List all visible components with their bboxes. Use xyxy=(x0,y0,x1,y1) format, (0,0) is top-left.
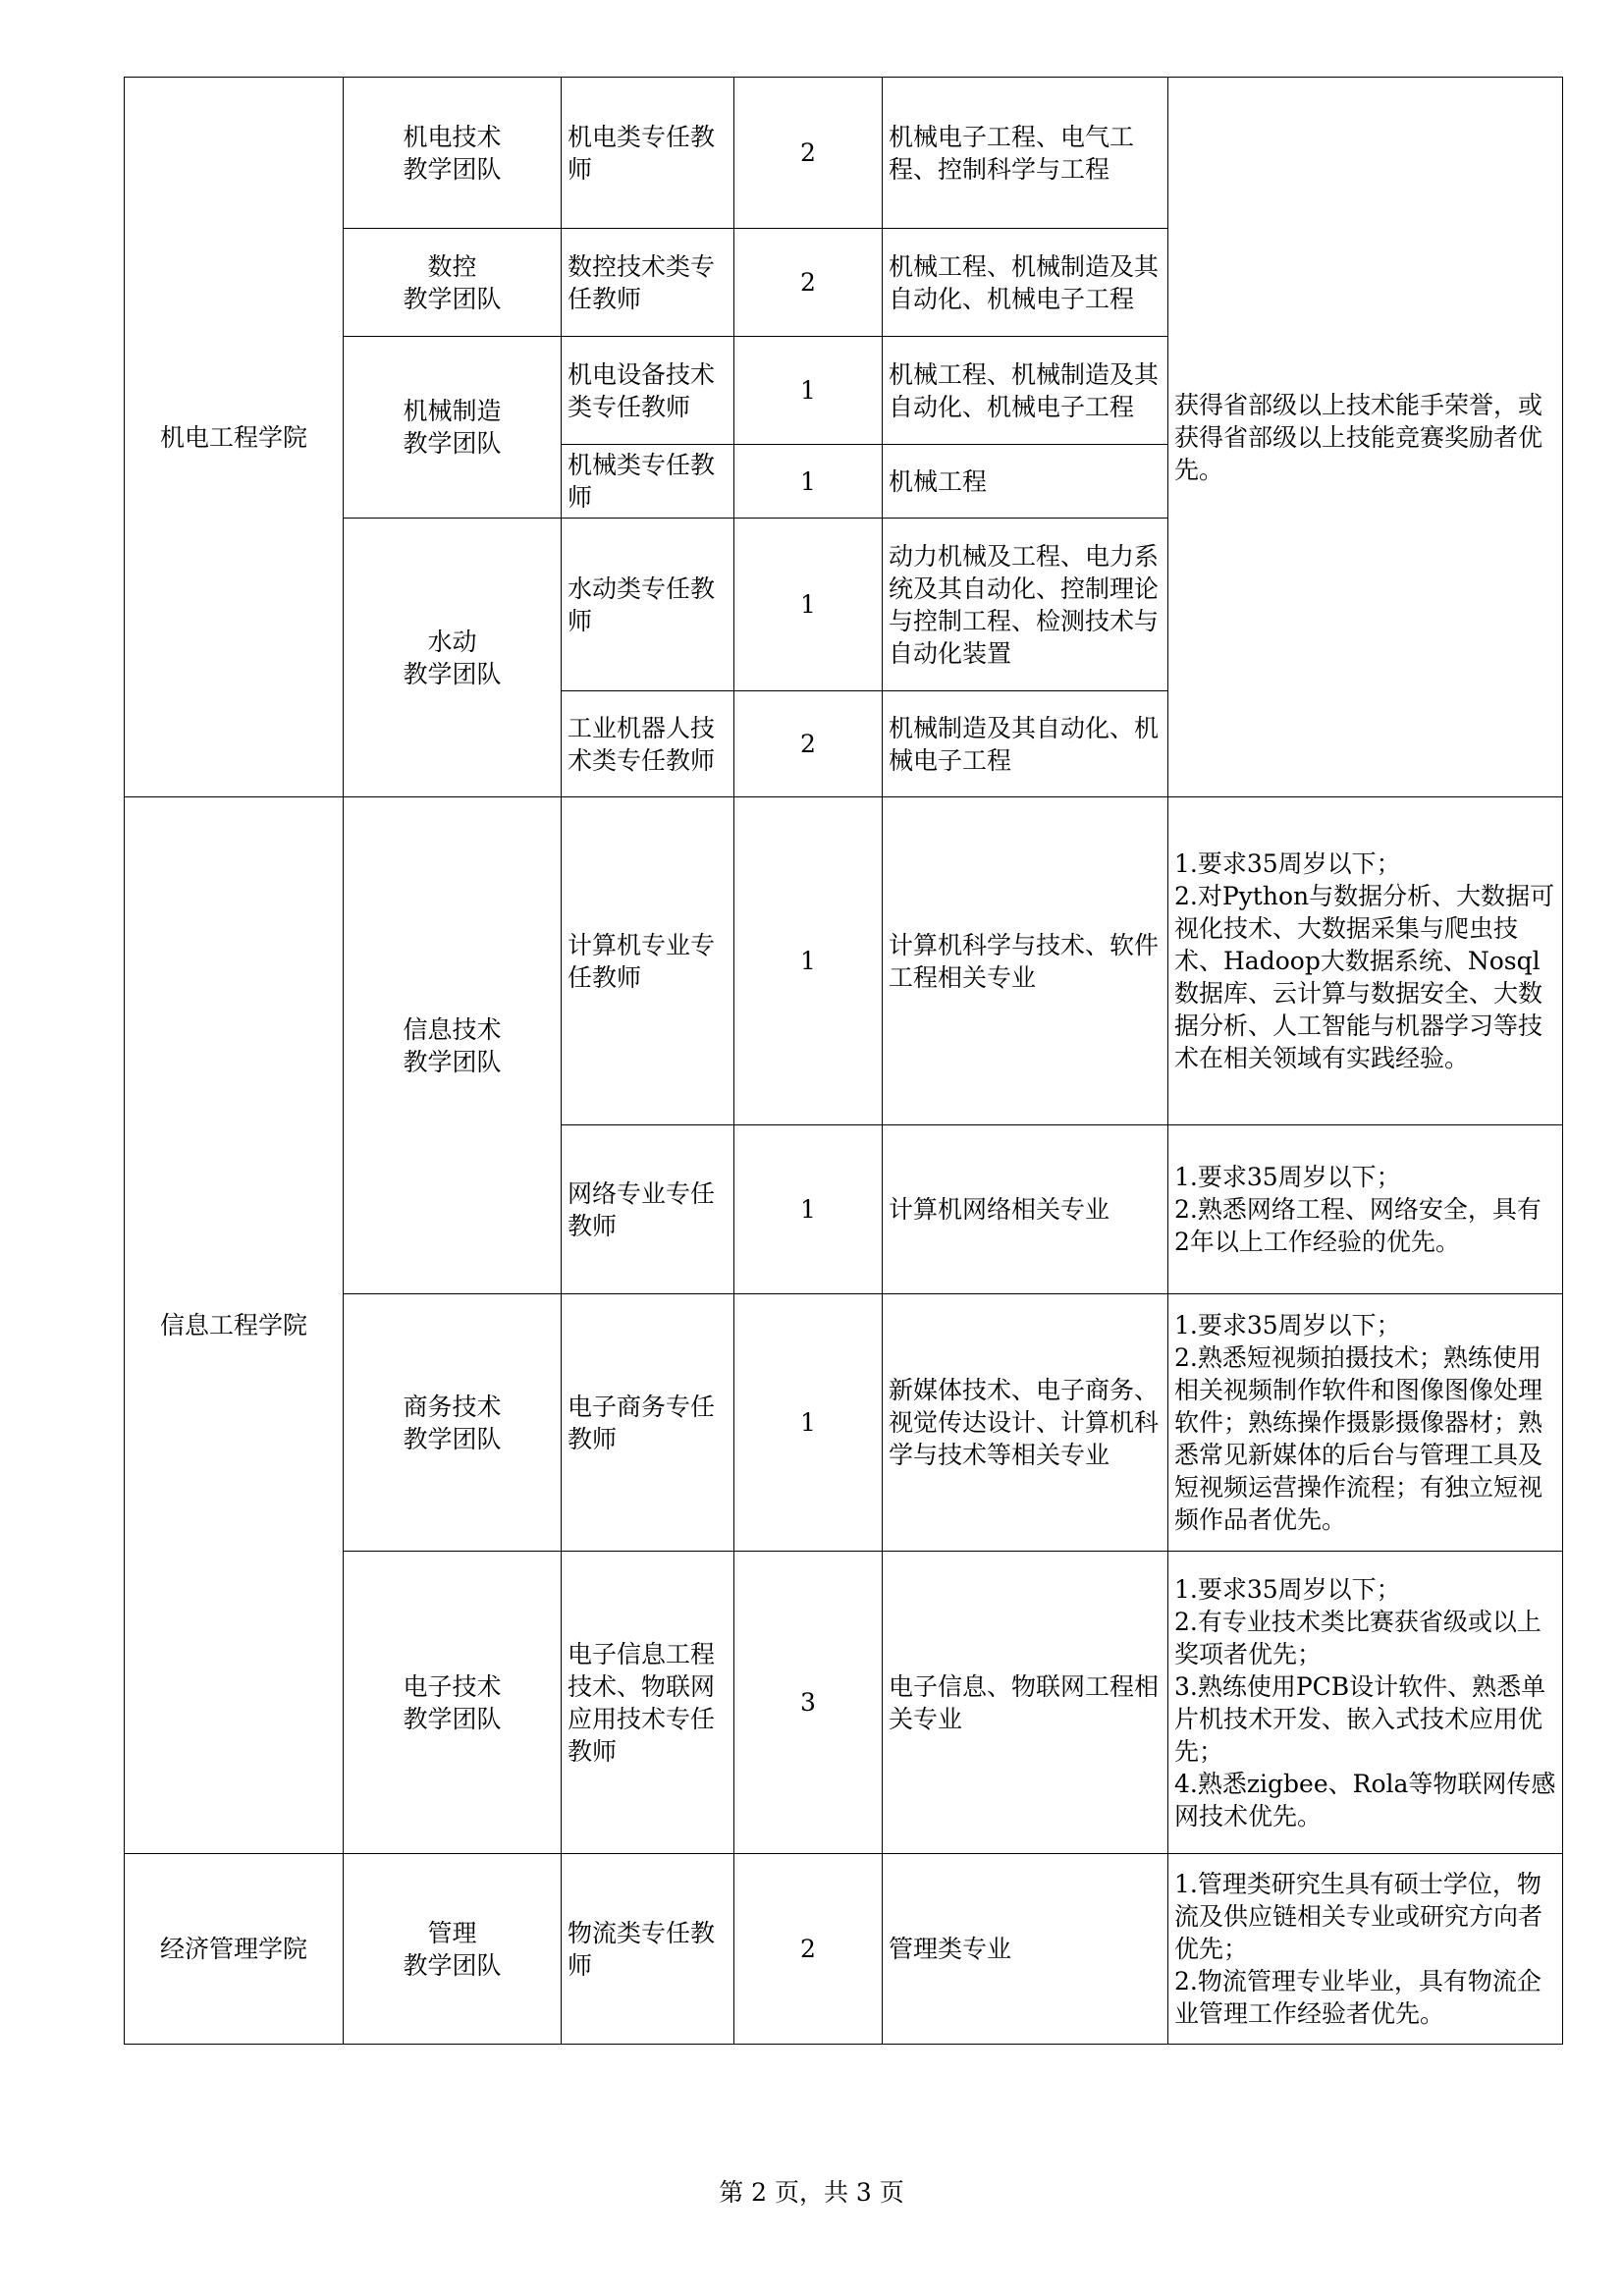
text-line: 4.熟悉zigbee、Rola等物联网传感网技术优先。 xyxy=(1174,1769,1556,1831)
text-line: 教学团队 xyxy=(403,284,502,313)
text-line: 2.物流管理专业毕业，具有物流企业管理工作经验者优先。 xyxy=(1174,1967,1542,2028)
text-line: 1.要求35周岁以下； xyxy=(1174,1311,1401,1339)
text-line: 教学团队 xyxy=(403,1047,502,1076)
text-line: 机电技术 xyxy=(403,122,502,151)
requirement-cell xyxy=(1168,1125,1563,1294)
position-cell: 电子信息工程技术、物联网应用技术专任教师 xyxy=(562,1552,734,1854)
count-cell: 2 xyxy=(734,78,883,229)
text-line: 1.要求35周岁以下； xyxy=(1174,849,1401,878)
text-line: 3.熟练使用PCB设计软件、熟悉单片机技术开发、嵌入式技术应用优先； xyxy=(1174,1671,1546,1766)
requirement-cell xyxy=(1168,1294,1563,1552)
requirement-cell xyxy=(1168,797,1563,1125)
position-cell: 水动类专任教师 xyxy=(562,519,734,691)
text-line: 水动 xyxy=(427,627,477,656)
text-line: 2.熟悉短视频拍摄技术；熟练使用相关视频制作软件和图像图像处理软件；熟练操作摄影摄像器材；熟悉常见新媒体的后台与管理工具及短视频运营操作流程；有独立短视频作品者优先。 xyxy=(1174,1343,1543,1534)
text-line: 教学团队 xyxy=(403,1424,502,1453)
major-cell: 计算机科学与技术、软件工程相关专业 xyxy=(883,797,1168,1125)
text-line: 教学团队 xyxy=(403,154,502,184)
text-line: 教学团队 xyxy=(403,1950,502,1980)
position-cell: 机电设备技术类专任教师 xyxy=(562,337,734,445)
text-line: 教学团队 xyxy=(403,1704,502,1733)
position-cell: 物流类专任教师 xyxy=(562,1854,734,2045)
position-cell: 工业机器人技术类专任教师 xyxy=(562,691,734,797)
major-cell: 机械工程 xyxy=(883,445,1168,519)
major-cell: 管理类专业 xyxy=(883,1854,1168,2045)
college-cell: 机电工程学院 xyxy=(125,78,344,797)
position-cell: 计算机专业专任教师 xyxy=(562,797,734,1125)
text-line: 数控 xyxy=(427,251,477,281)
team-cell xyxy=(344,1294,562,1552)
text-line: 2.熟悉网络工程、网络安全，具有2年以上工作经验的优先。 xyxy=(1174,1195,1542,1256)
team-cell xyxy=(344,797,562,1294)
text-line: 1.要求35周岁以下； xyxy=(1174,1574,1401,1604)
table-row xyxy=(125,797,1563,1125)
text-line: 管理 xyxy=(427,1918,477,1947)
count-cell: 3 xyxy=(734,1552,883,1854)
position-cell: 电子商务专任教师 xyxy=(562,1294,734,1552)
text-line: 2.对Python与数据分析、大数据可视化技术、大数据采集与爬虫技术、Hadoop大数据系统、Nosql数据库、云计算与数据安全、大数据分析、人工智能与机器学习等技术在相关领域有实践经验。 xyxy=(1174,882,1555,1072)
count-cell: 1 xyxy=(734,519,883,691)
text-line: 电子技术 xyxy=(403,1671,502,1701)
table-row xyxy=(125,1854,1563,2045)
requirement-cell: 获得省部级以上技术能手荣誉，或获得省部级以上技能竞赛奖励者优先。 xyxy=(1168,78,1563,797)
text-line: 商务技术 xyxy=(403,1392,502,1421)
major-cell: 机械制造及其自动化、机械电子工程 xyxy=(883,691,1168,797)
count-cell: 1 xyxy=(734,797,883,1125)
page-number: 第 2 页，共 3 页 xyxy=(719,2178,904,2207)
position-cell: 数控技术类专任教师 xyxy=(562,229,734,337)
text-line: 教学团队 xyxy=(403,429,502,458)
text-line: 1.要求35周岁以下； xyxy=(1174,1163,1401,1191)
requirement-cell xyxy=(1168,1854,1563,2045)
count-cell: 1 xyxy=(734,1125,883,1294)
position-cell: 机电类专任教师 xyxy=(562,78,734,229)
team-cell xyxy=(344,1552,562,1854)
major-cell: 机械电子工程、电气工程、控制科学与工程 xyxy=(883,78,1168,229)
text-line: 教学团队 xyxy=(403,659,502,688)
major-cell: 电子信息、物联网工程相关专业 xyxy=(883,1552,1168,1854)
text-line: 机械制造 xyxy=(403,397,502,425)
count-cell: 1 xyxy=(734,1294,883,1552)
college-cell: 信息工程学院 xyxy=(125,797,344,1854)
count-cell: 2 xyxy=(734,1854,883,2045)
count-cell: 1 xyxy=(734,445,883,519)
recruitment-table xyxy=(124,77,1563,2045)
team-cell xyxy=(344,78,562,229)
major-cell: 机械工程、机械制造及其自动化、机械电子工程 xyxy=(883,337,1168,445)
position-cell: 机械类专任教师 xyxy=(562,445,734,519)
text-line: 信息技术 xyxy=(403,1014,502,1044)
table-row xyxy=(125,78,1563,229)
count-cell: 2 xyxy=(734,691,883,797)
major-cell: 计算机网络相关专业 xyxy=(883,1125,1168,1294)
college-cell: 经济管理学院 xyxy=(125,1854,344,2045)
count-cell: 2 xyxy=(734,229,883,337)
major-cell: 动力机械及工程、电力系统及其自动化、控制理论与控制工程、检测技术与自动化装置 xyxy=(883,519,1168,691)
requirement-cell xyxy=(1168,1552,1563,1854)
position-cell: 网络专业专任教师 xyxy=(562,1125,734,1294)
text-line: 1.管理类研究生具有硕士学位，物流及供应链相关专业或研究方向者优先； xyxy=(1174,1870,1543,1963)
count-cell: 1 xyxy=(734,337,883,445)
text-line: 2.有专业技术类比赛获省级或以上奖项者优先； xyxy=(1174,1607,1542,1668)
team-cell xyxy=(344,1854,562,2045)
team-cell xyxy=(344,519,562,797)
team-cell xyxy=(344,337,562,519)
major-cell: 机械工程、机械制造及其自动化、机械电子工程 xyxy=(883,229,1168,337)
team-cell xyxy=(344,229,562,337)
major-cell: 新媒体技术、电子商务、视觉传达设计、计算机科学与技术等相关专业 xyxy=(883,1294,1168,1552)
